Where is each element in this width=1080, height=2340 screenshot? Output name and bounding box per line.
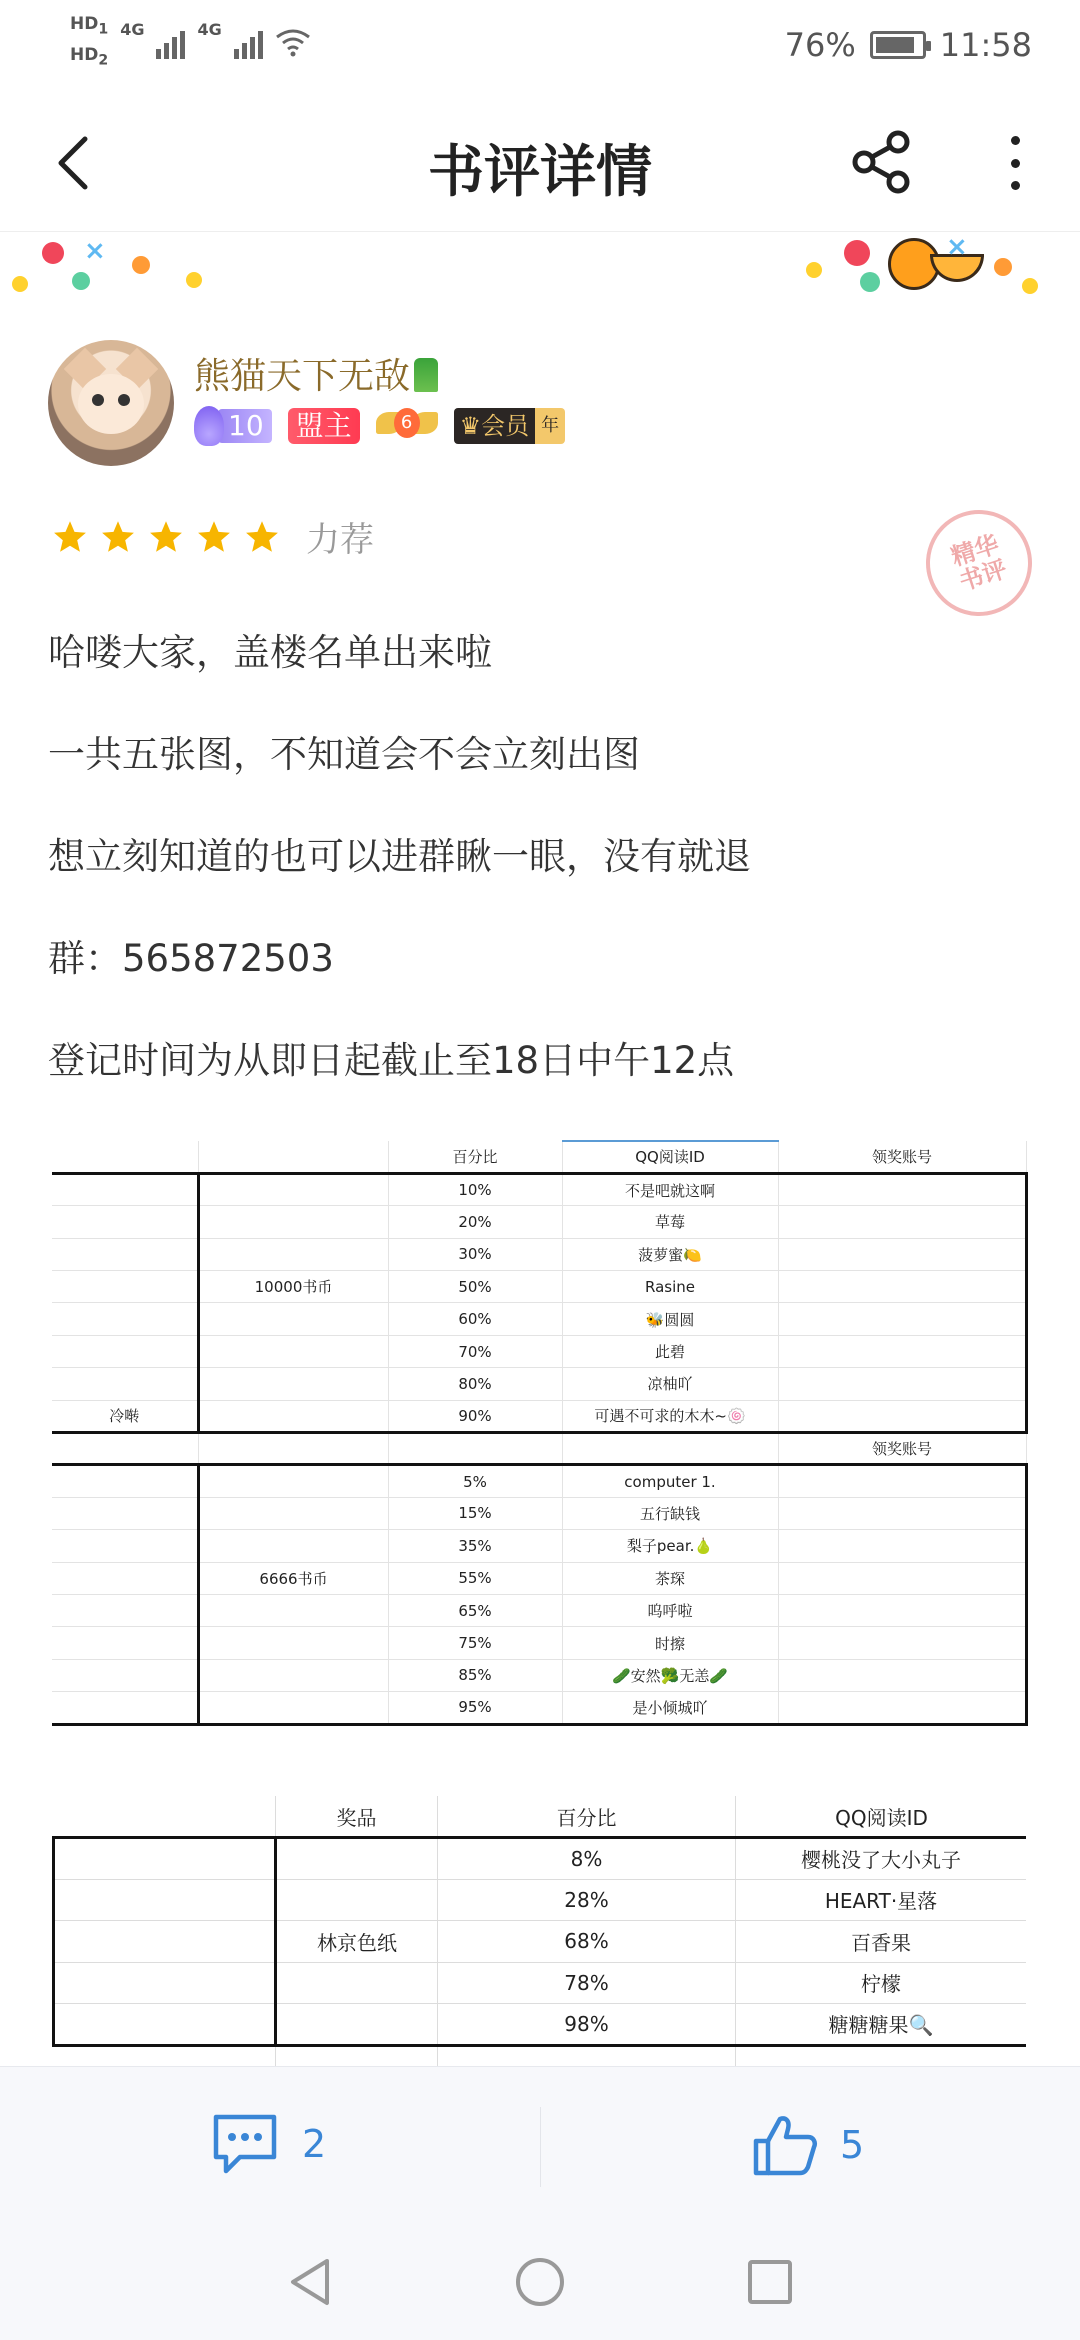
confetti-dot xyxy=(42,242,64,264)
percent-cell: 65% xyxy=(388,1594,562,1626)
table-cell xyxy=(198,1530,388,1562)
table-cell xyxy=(198,1497,388,1529)
hd-indicators xyxy=(70,14,108,71)
table-row xyxy=(52,1206,1026,1238)
circle-home-icon xyxy=(514,2256,566,2308)
table-row xyxy=(54,1921,1027,1963)
confetti-dot xyxy=(1022,278,1038,294)
table-cell xyxy=(52,1659,198,1691)
clock: 11:58 xyxy=(939,26,1032,64)
nav-home-button[interactable] xyxy=(510,2252,570,2312)
table-cell xyxy=(54,1921,276,1963)
percent-cell: 20% xyxy=(388,1206,562,1238)
confetti-dot xyxy=(806,262,822,278)
confetti-dot xyxy=(186,272,202,288)
table-cell xyxy=(562,1433,778,1465)
table-cell xyxy=(778,1238,1026,1270)
table-cell xyxy=(276,1879,438,1921)
table-header-row xyxy=(54,1796,1027,1838)
app-header xyxy=(0,92,1080,232)
percent-cell: 8% xyxy=(438,1838,736,1880)
table-cell xyxy=(778,1530,1026,1562)
bottom-action-bar xyxy=(0,2066,1080,2222)
table-cell xyxy=(52,1627,198,1659)
qq-id-cell: 时擦 xyxy=(562,1627,778,1659)
author-name[interactable]: 熊猫天下无敌 xyxy=(194,356,411,397)
star-icon xyxy=(100,519,136,555)
avatar[interactable] xyxy=(48,340,174,466)
table-row xyxy=(52,1271,1026,1303)
table-cell xyxy=(198,1692,388,1724)
percent-cell: 85% xyxy=(388,1659,562,1691)
table-cell xyxy=(52,1238,198,1270)
confetti-dot xyxy=(12,276,28,292)
table-cell xyxy=(198,1400,388,1432)
percent-cell: 80% xyxy=(388,1368,562,1400)
table-header-cell: 领奖账号 xyxy=(778,1141,1026,1173)
qq-id-cell: 可遇不可求的木木~🍥 xyxy=(562,1400,778,1432)
table-cell xyxy=(778,1271,1026,1303)
triangle-back-icon xyxy=(287,2257,333,2307)
content-paragraph: 想立刻知道的也可以进群瞅一眼，没有就退 xyxy=(48,835,751,878)
table-cell xyxy=(198,1335,388,1367)
hd2-indicator: $HD_2$ xyxy=(70,45,109,69)
table-row xyxy=(52,1400,1026,1432)
table-header-cell: QQ阅读ID xyxy=(562,1141,778,1173)
star-icon xyxy=(148,519,184,555)
table-cell xyxy=(778,1659,1026,1691)
thumbs-up-icon xyxy=(752,2113,818,2177)
qq-id-cell: HEART·星落 xyxy=(736,1879,1027,1921)
qq-id-cell: computer 1. xyxy=(562,1465,778,1497)
percent-cell: 68% xyxy=(438,1921,736,1963)
table-cell xyxy=(276,2045,438,2066)
qq-id-cell: 此碧 xyxy=(562,1335,778,1367)
qq-id-cell: 茶琛 xyxy=(562,1562,778,1594)
qq-id-cell: 樱桃没了大小丸子 xyxy=(736,1838,1027,1880)
table-cell xyxy=(198,1173,388,1205)
table-cell xyxy=(52,1335,198,1367)
confetti-dot xyxy=(860,272,880,292)
table-cell xyxy=(52,1594,198,1626)
percent-cell: 60% xyxy=(388,1303,562,1335)
table-cell xyxy=(52,1497,198,1529)
network-type-1: 4G xyxy=(120,20,145,39)
table-cell xyxy=(54,1879,276,1921)
table-row xyxy=(52,1368,1026,1400)
table-cell xyxy=(198,1368,388,1400)
table-cell xyxy=(778,1335,1026,1367)
confetti-x-icon: × xyxy=(946,232,968,262)
percent-cell: 55% xyxy=(388,1562,562,1594)
table-cell xyxy=(198,1594,388,1626)
crown-icon: ♛ xyxy=(459,412,482,440)
stamp-text: 精华书评 xyxy=(947,529,1011,597)
table-row xyxy=(52,1562,1026,1594)
level-value: 10 xyxy=(218,409,272,443)
author-badges xyxy=(194,406,565,446)
percent-cell: 95% xyxy=(388,1692,562,1724)
hd1-indicator: $HD_1$ xyxy=(70,14,109,38)
table-header-cell xyxy=(54,1796,276,1838)
vip-label: ♛会员 xyxy=(454,408,536,444)
wifi-icon xyxy=(275,27,311,57)
table-header-cell xyxy=(198,1141,388,1173)
wing-badge xyxy=(376,406,438,446)
table-cell xyxy=(778,1303,1026,1335)
content-paragraph: 一共五张图，不知道会不会立刻出图 xyxy=(48,733,640,776)
table-cell xyxy=(198,1206,388,1238)
like-button[interactable] xyxy=(752,2113,864,2177)
confetti-dot xyxy=(844,240,870,266)
level-badge xyxy=(194,407,272,445)
qq-id-cell: Rasine xyxy=(562,1271,778,1303)
qq-id-cell: 🥒安然🥦无恙🥒 xyxy=(562,1659,778,1691)
star-rating xyxy=(52,519,292,555)
more-button[interactable] xyxy=(990,128,1040,198)
table-row xyxy=(54,2045,1027,2066)
rating xyxy=(52,512,374,561)
table-cell xyxy=(778,1400,1026,1432)
star-icon xyxy=(52,519,88,555)
table-row xyxy=(54,2004,1027,2046)
percent-cell: 50% xyxy=(388,1271,562,1303)
like-count: 5 xyxy=(840,2123,865,2167)
table-cell xyxy=(736,2045,1027,2066)
table-cell xyxy=(198,1465,388,1497)
system-nav-bar xyxy=(0,2222,1080,2340)
vip-badge xyxy=(454,408,566,444)
table-row xyxy=(52,1465,1026,1497)
percent-cell: 5% xyxy=(388,1465,562,1497)
confetti-dot xyxy=(72,272,90,290)
comment-button[interactable] xyxy=(210,2113,326,2175)
content-paragraph: 登记时间为从即日起截止至18日中午12点 xyxy=(48,1039,735,1082)
table-row xyxy=(52,1594,1026,1626)
table-header-cell: QQ阅读ID xyxy=(736,1796,1027,1838)
share-button[interactable] xyxy=(846,126,918,198)
percent-cell: 98% xyxy=(438,2004,736,2046)
prize-label: 6666书币 xyxy=(198,1562,388,1594)
nav-back-button[interactable] xyxy=(280,2252,340,2312)
table-cell xyxy=(52,1173,198,1205)
table-row xyxy=(54,1879,1027,1921)
action-divider xyxy=(540,2107,541,2187)
table-header-cell: 百分比 xyxy=(438,1796,736,1838)
table-cell xyxy=(276,1962,438,2004)
table-row xyxy=(52,1497,1026,1529)
percent-cell: 78% xyxy=(438,1962,736,2004)
qq-id-cell: 五行缺钱 xyxy=(562,1497,778,1529)
table-cell xyxy=(52,1530,198,1562)
table-row xyxy=(52,1335,1026,1367)
percent-cell: 75% xyxy=(388,1627,562,1659)
table-cell xyxy=(52,1692,198,1724)
qq-id-cell: 草莓 xyxy=(562,1206,778,1238)
table-cell xyxy=(52,1562,198,1594)
table-cell xyxy=(52,1433,198,1465)
qq-id-cell: 菠萝蜜🍋 xyxy=(562,1238,778,1270)
table-cell xyxy=(52,1271,198,1303)
flame-icon xyxy=(194,406,224,446)
table-row xyxy=(54,1962,1027,2004)
table-cell xyxy=(198,1659,388,1691)
table-cell xyxy=(54,1838,276,1880)
author-name-row[interactable] xyxy=(194,348,438,399)
status-left xyxy=(70,14,311,71)
bamboo-icon xyxy=(414,358,438,392)
share-icon xyxy=(846,126,918,198)
table-cell xyxy=(778,1692,1026,1724)
table-cell xyxy=(54,2004,276,2046)
table-header-row xyxy=(52,1141,1026,1173)
table-row xyxy=(52,1659,1026,1691)
table-cell xyxy=(778,1497,1026,1529)
qq-id-cell: 🐝圆圆 xyxy=(562,1303,778,1335)
status-bar xyxy=(0,0,1080,92)
avatar-eye xyxy=(118,394,130,406)
table-cell xyxy=(778,1594,1026,1626)
confetti-x-icon: × xyxy=(84,236,106,266)
role-badge: 盟主 xyxy=(288,408,360,444)
prize-table-2 xyxy=(52,1796,1026,2066)
table-cell xyxy=(52,1206,198,1238)
signal-icon xyxy=(234,25,263,59)
table-row xyxy=(52,1627,1026,1659)
content-paragraph: 群：565872503 xyxy=(48,937,334,980)
percent-cell: 15% xyxy=(388,1497,562,1529)
qq-id-cell: 梨子pear.🍐 xyxy=(562,1530,778,1562)
table-row xyxy=(54,1838,1027,1880)
percent-cell: 30% xyxy=(388,1238,562,1270)
table-row xyxy=(52,1692,1026,1724)
battery-icon xyxy=(870,31,926,59)
more-vertical-icon xyxy=(1011,136,1020,145)
prize-table-1 xyxy=(52,1140,1028,1726)
content-image-table-2[interactable] xyxy=(52,1796,1026,2066)
percent-cell: 70% xyxy=(388,1335,562,1367)
comment-count: 2 xyxy=(302,2122,327,2166)
confetti-dot xyxy=(132,256,150,274)
qq-id-cell: 呜呼啦 xyxy=(562,1594,778,1626)
comment-icon xyxy=(210,2113,280,2175)
qq-id-cell: 糖糖糖果🔍 xyxy=(736,2004,1027,2046)
avatar-face xyxy=(78,374,144,434)
table-cell xyxy=(778,1562,1026,1594)
table-row xyxy=(52,1238,1026,1270)
confetti-decoration xyxy=(0,232,1080,312)
percent-cell: 35% xyxy=(388,1530,562,1562)
table-cell xyxy=(778,1173,1026,1205)
star-icon xyxy=(196,519,232,555)
table-cell xyxy=(52,1465,198,1497)
more-dot xyxy=(1011,159,1020,168)
table-cell xyxy=(438,2045,736,2066)
vip-period: 年 xyxy=(535,408,565,444)
featured-stamp xyxy=(912,496,1046,630)
table-cell xyxy=(198,1238,388,1270)
battery-percent: 76% xyxy=(784,26,856,64)
square-recents-icon xyxy=(746,2258,794,2306)
table-cell xyxy=(54,1962,276,2004)
table-cell xyxy=(198,1303,388,1335)
content-paragraph: 哈喽大家，盖楼名单出来啦 xyxy=(48,631,492,674)
prize-label: 林京色纸 xyxy=(276,1921,438,1963)
percent-cell: 10% xyxy=(388,1173,562,1205)
nav-recents-button[interactable] xyxy=(740,2252,800,2312)
more-dot xyxy=(1011,181,1020,190)
table-row xyxy=(52,1303,1026,1335)
table-cell xyxy=(198,1433,388,1465)
status-right xyxy=(785,26,1032,64)
group-label: 冷啭 xyxy=(52,1400,198,1432)
rating-label: 力荐 xyxy=(306,520,374,560)
table-cell xyxy=(276,1838,438,1880)
qq-id-cell: 不是吧就这啊 xyxy=(562,1173,778,1205)
table-cell xyxy=(198,1627,388,1659)
table-cell xyxy=(778,1206,1026,1238)
table-header-row xyxy=(52,1433,1026,1465)
avatar-eye xyxy=(92,394,104,406)
table-header-cell: 领奖账号 xyxy=(778,1433,1026,1465)
author-info xyxy=(48,340,1038,470)
table-cell xyxy=(276,2004,438,2046)
table-header-cell xyxy=(52,1141,198,1173)
star-icon xyxy=(244,519,280,555)
prize-label: 10000书币 xyxy=(198,1271,388,1303)
percent-cell: 28% xyxy=(438,1879,736,1921)
qq-id-cell: 柠檬 xyxy=(736,1962,1027,2004)
table-cell xyxy=(54,2045,276,2066)
signal-icon xyxy=(156,25,185,59)
table-cell xyxy=(52,1303,198,1335)
table-cell xyxy=(388,1433,562,1465)
network-type-2: 4G xyxy=(197,20,222,39)
confetti-dot xyxy=(994,258,1012,276)
table-row xyxy=(52,1173,1026,1205)
table-cell xyxy=(52,1368,198,1400)
table-row xyxy=(52,1530,1026,1562)
table-cell xyxy=(778,1465,1026,1497)
qq-id-cell: 凉柚吖 xyxy=(562,1368,778,1400)
table-cell xyxy=(778,1627,1026,1659)
content-image-table-1[interactable] xyxy=(52,1140,1026,1732)
page-title: 书评详情 xyxy=(428,139,652,205)
percent-cell: 90% xyxy=(388,1400,562,1432)
table-header-cell: 奖品 xyxy=(276,1796,438,1838)
wing-level: 6 xyxy=(394,408,420,438)
qq-id-cell: 是小倾城吖 xyxy=(562,1692,778,1724)
qq-id-cell: 百香果 xyxy=(736,1921,1027,1963)
table-header-cell: 百分比 xyxy=(388,1141,562,1173)
table-cell xyxy=(778,1368,1026,1400)
